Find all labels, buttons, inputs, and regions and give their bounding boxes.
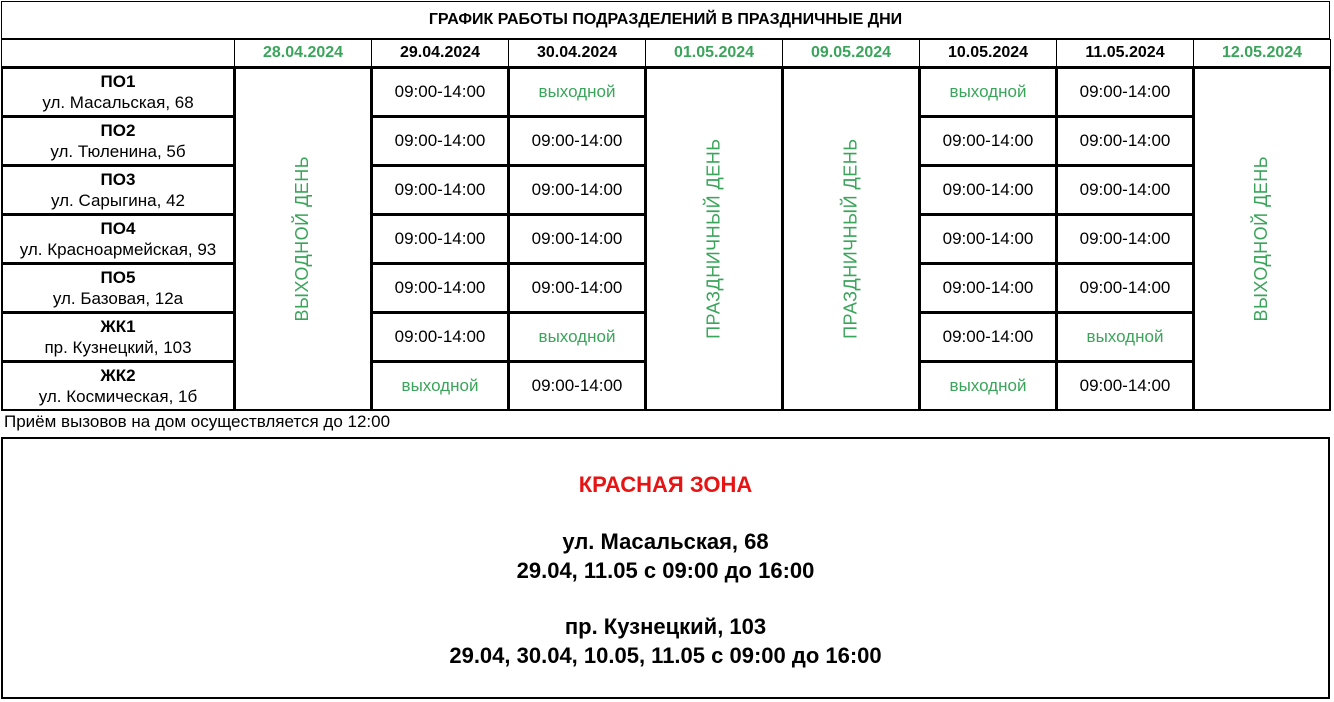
schedule-cell: выходной — [508, 67, 646, 117]
schedule-cell: выходной — [371, 361, 509, 411]
schedule-cell: 09:00-14:00 — [1056, 165, 1194, 215]
department-code: ПО3 — [100, 169, 136, 189]
date-header: 29.04.2024 — [371, 39, 509, 67]
department-code: ПО1 — [100, 71, 136, 91]
schedule-cell: 09:00-14:00 — [371, 312, 509, 362]
department-cell — [1, 361, 235, 411]
schedule-cell: 09:00-14:00 — [371, 214, 509, 264]
red-zone-address-1: ул. Масальская, 68 — [562, 529, 769, 554]
date-header: 12.05.2024 — [1193, 39, 1331, 67]
schedule-cell: 09:00-14:00 — [371, 67, 509, 117]
schedule-cell: 09:00-14:00 — [371, 116, 509, 166]
department-cell — [1, 312, 235, 362]
schedule-cell: 09:00-14:00 — [919, 165, 1057, 215]
date-header: 10.05.2024 — [919, 39, 1057, 67]
department-cell — [1, 116, 235, 166]
date-header: 11.05.2024 — [1056, 39, 1194, 67]
schedule-cell: 09:00-14:00 — [508, 165, 646, 215]
red-zone-title: КРАСНАЯ ЗОНА — [578, 472, 753, 497]
date-header: 28.04.2024 — [234, 39, 372, 67]
department-cell — [1, 214, 235, 264]
schedule-cell: выходной — [919, 361, 1057, 411]
schedule-cell: 09:00-14:00 — [919, 312, 1057, 362]
schedule-cell: 09:00-14:00 — [371, 165, 509, 215]
schedule-cell: 09:00-14:00 — [1056, 361, 1194, 411]
merged-label-12-05: ВЫХОДНОЙ ДЕНЬ — [1251, 156, 1272, 322]
red-zone-dates-1: 29.04, 11.05 с 09:00 до 16:00 — [516, 558, 815, 583]
schedule-cell: выходной — [1056, 312, 1194, 362]
date-header: 01.05.2024 — [645, 39, 783, 67]
schedule-cell: 09:00-14:00 — [1056, 67, 1194, 117]
schedule-cell: выходной — [508, 312, 646, 362]
schedule-cell: 09:00-14:00 — [1056, 263, 1194, 313]
schedule-cell: 09:00-14:00 — [1056, 214, 1194, 264]
schedule-cell: 09:00-14:00 — [508, 361, 646, 411]
red-zone-box — [1, 437, 1330, 699]
schedule-cell: 09:00-14:00 — [919, 263, 1057, 313]
schedule-cell: 09:00-14:00 — [1056, 116, 1194, 166]
schedule-cell: 09:00-14:00 — [508, 263, 646, 313]
department-address: ул. Космическая, 1б — [38, 387, 198, 406]
house-call-note: Приём вызовов на дом осуществляется до 12:00 — [4, 412, 391, 431]
schedule-cell: 09:00-14:00 — [508, 214, 646, 264]
header-empty-cell — [1, 39, 235, 67]
department-code: ПО4 — [100, 218, 136, 238]
department-address: ул. Масальская, 68 — [42, 93, 194, 112]
merged-cell-28-04 — [234, 67, 372, 411]
date-header: 30.04.2024 — [508, 39, 646, 67]
merged-label-09-05: ПРАЗДНИЧНЫЙ ДЕНЬ — [840, 138, 861, 340]
merged-cell-09-05 — [782, 67, 920, 411]
department-address: ул. Базовая, 12а — [52, 289, 184, 308]
red-zone-address-2: пр. Кузнецкий, 103 — [564, 614, 767, 639]
department-address: пр. Кузнецкий, 103 — [44, 338, 192, 357]
date-header: 09.05.2024 — [782, 39, 920, 67]
department-code: ПО2 — [100, 120, 136, 140]
schedule-cell: 09:00-14:00 — [919, 214, 1057, 264]
schedule-cell: 09:00-14:00 — [919, 116, 1057, 166]
merged-cell-01-05 — [645, 67, 783, 411]
merged-cell-12-05 — [1193, 67, 1331, 411]
department-address: ул. Сарыгина, 42 — [51, 191, 185, 210]
department-address: ул. Тюленина, 5б — [50, 142, 186, 161]
department-cell — [1, 165, 235, 215]
department-code: ЖК2 — [100, 365, 136, 385]
schedule-cell: 09:00-14:00 — [371, 263, 509, 313]
department-code: ЖК1 — [100, 316, 136, 336]
table-title: ГРАФИК РАБОТЫ ПОДРАЗДЕЛЕНИЙ В ПРАЗДНИЧНЫЕ ДНИ — [1, 1, 1330, 39]
red-zone-dates-2: 29.04, 30.04, 10.05, 11.05 с 09:00 до 16:00 — [449, 643, 882, 668]
schedule-cell: 09:00-14:00 — [508, 116, 646, 166]
merged-label-28-04: ВЫХОДНОЙ ДЕНЬ — [292, 156, 313, 322]
department-code: ПО5 — [100, 267, 136, 287]
department-address: ул. Красноармейская, 93 — [19, 240, 217, 259]
schedule-cell: выходной — [919, 67, 1057, 117]
merged-label-01-05: ПРАЗДНИЧНЫЙ ДЕНЬ — [703, 138, 724, 340]
department-cell — [1, 67, 235, 117]
department-cell — [1, 263, 235, 313]
